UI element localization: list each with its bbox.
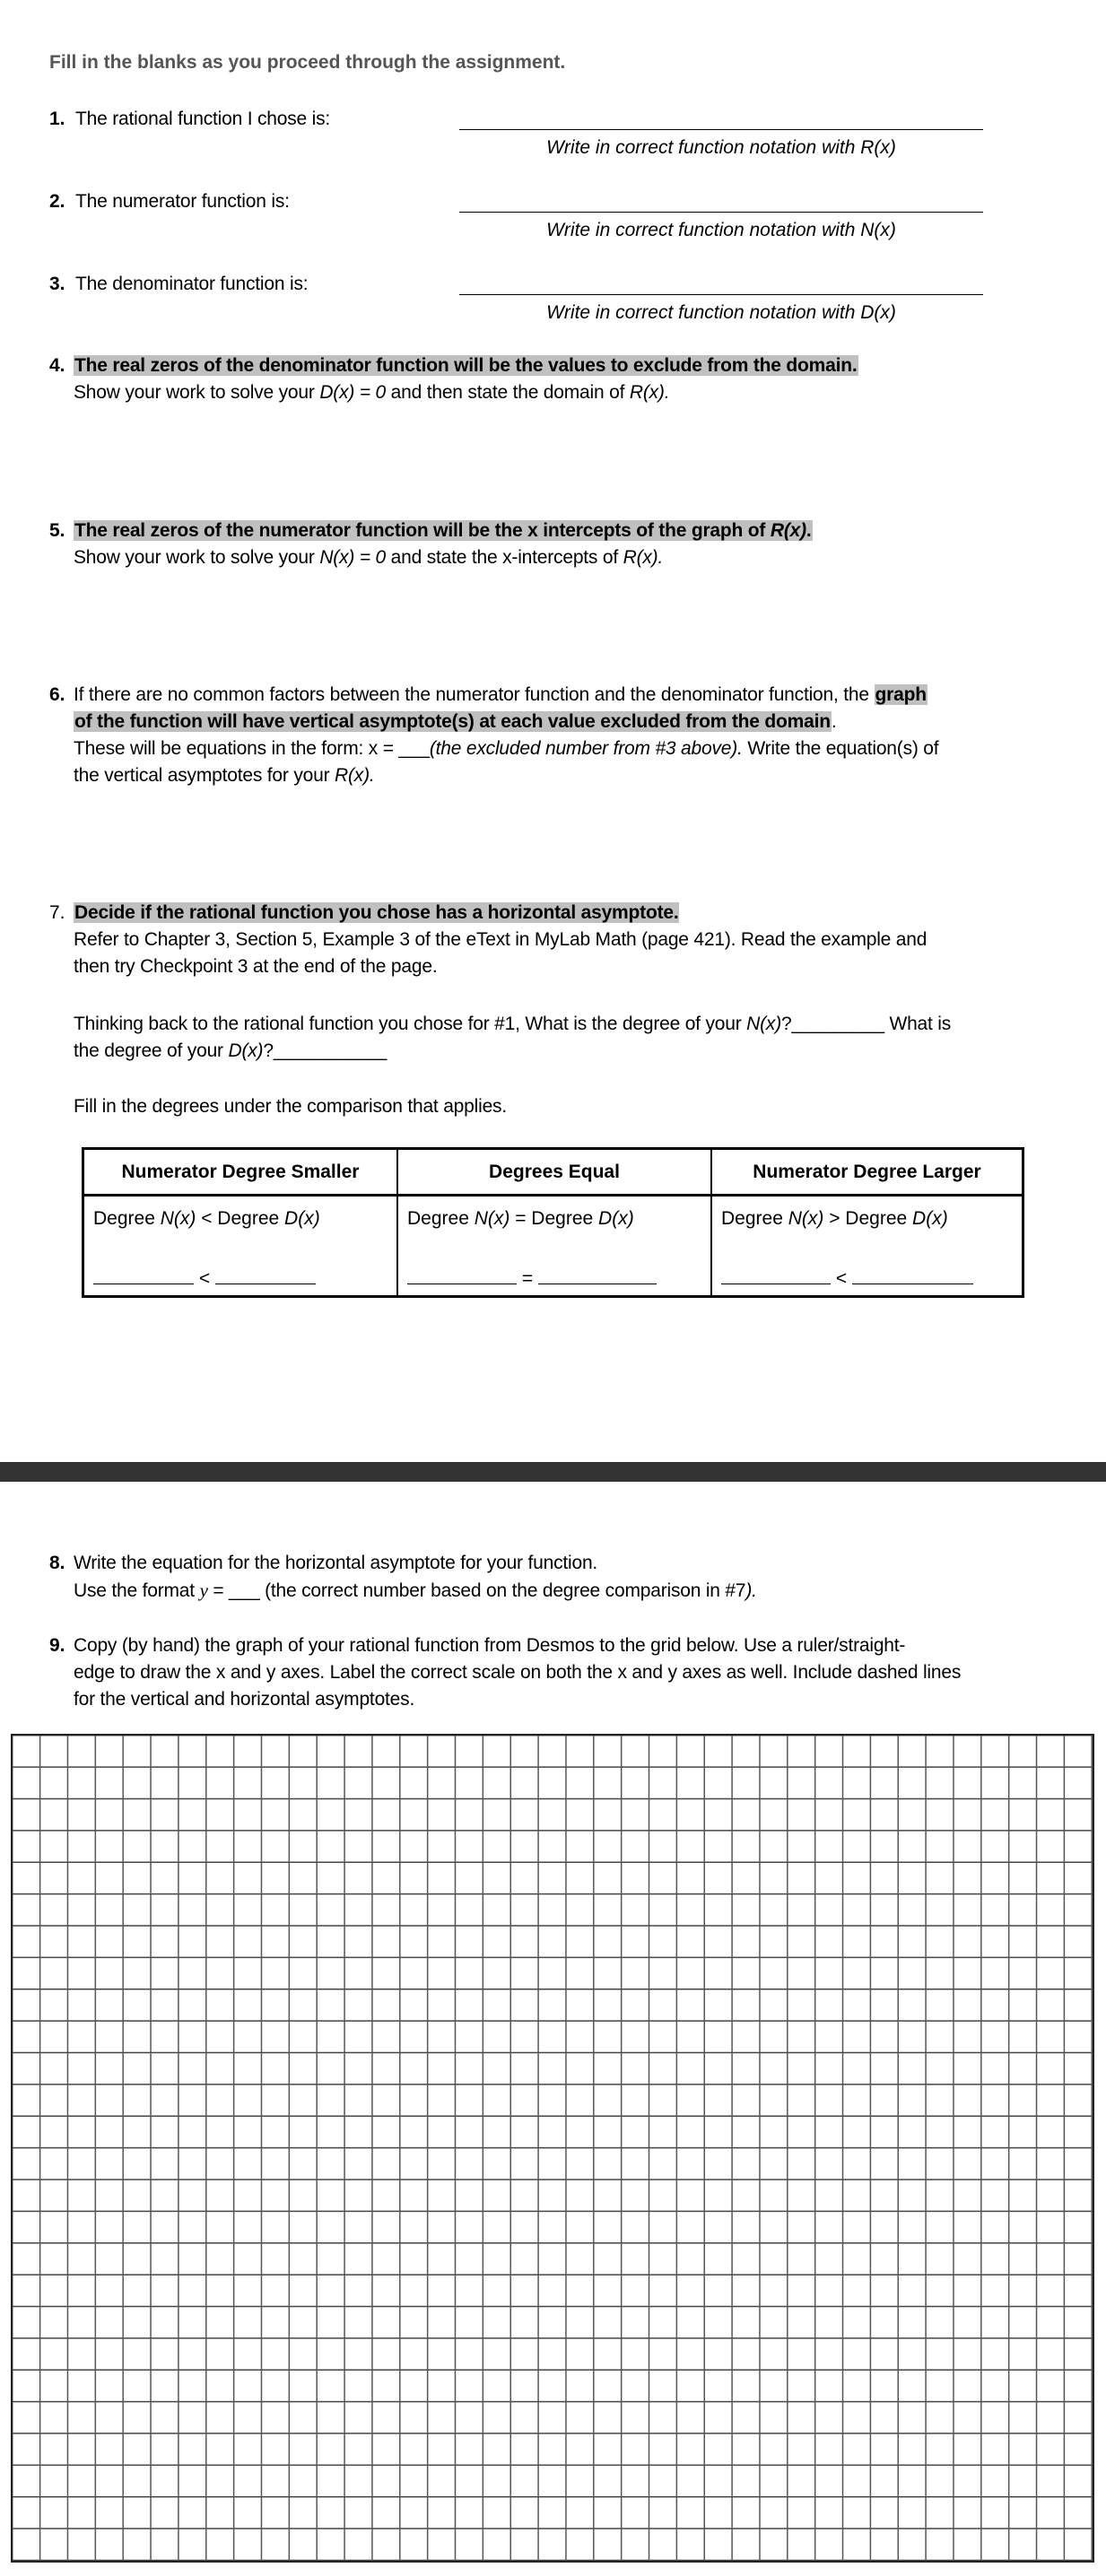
- item-number: 4.: [49, 355, 65, 376]
- item-number: 6.: [49, 684, 65, 705]
- item-number: 2.: [49, 191, 65, 212]
- table-cell-equal: [398, 1197, 712, 1295]
- denominator-degree-blank[interactable]: [852, 1267, 973, 1284]
- degree-comparison-table: [82, 1147, 1024, 1298]
- item-text-line-1: Write the equation for the horizontal asymptote for your function.: [74, 1553, 598, 1573]
- answer-blank-denominator-function[interactable]: [459, 294, 983, 295]
- highlighted-statement: The real zeros of the denominator function will be the values to exclude from the domain.: [74, 355, 858, 376]
- item-number: 3.: [49, 274, 65, 294]
- instruction-line: Show your work to solve your N(x) = 0 and state the x-intercepts of R(x).: [74, 547, 664, 568]
- item-text-line-3: for the vertical and horizontal asymptotes.: [74, 1689, 415, 1710]
- highlighted-statement: Decide if the rational function you chose has a horizontal asymptote.: [74, 902, 679, 923]
- comparison-operator: =: [521, 1268, 534, 1289]
- reference-line-1: Refer to Chapter 3, Section 5, Example 3 of the eText in MyLab Math (page 421). Read the example and: [74, 929, 927, 950]
- table-cell-smaller: [84, 1197, 398, 1295]
- degree-question-line-2: the degree of your D(x)?___________: [74, 1040, 388, 1061]
- item-number: 1.: [49, 109, 65, 129]
- denominator-degree-blank[interactable]: ?___________: [263, 1040, 388, 1061]
- instruction-line: Show your work to solve your D(x) = 0 and then state the domain of R(x).: [74, 382, 670, 403]
- page-break-divider: [0, 1462, 1106, 1482]
- numerator-degree-blank[interactable]: [93, 1267, 194, 1284]
- relation-text: Degree N(x) < Degree D(x): [93, 1208, 320, 1229]
- relation-text: Degree N(x) > Degree D(x): [721, 1208, 948, 1229]
- table-header-smaller: Numerator Degree Smaller: [84, 1150, 398, 1197]
- numerator-degree-blank[interactable]: ?_________ What is: [781, 1014, 952, 1034]
- item-number: 5.: [49, 520, 65, 541]
- item-text-line-1: Copy (by hand) the graph of your rational function from Desmos to the grid below. Use a ruler/straight-: [74, 1635, 906, 1656]
- denominator-degree-blank[interactable]: [538, 1267, 657, 1284]
- item-text-line-1: If there are no common factors between the numerator function and the denominator function, the graph: [74, 684, 927, 705]
- hint-text: Write in correct function notation with N(x): [546, 220, 896, 240]
- denominator-degree-blank[interactable]: [215, 1267, 316, 1284]
- table-header-larger: Numerator Degree Larger: [712, 1150, 1022, 1197]
- hint-text: Write in correct function notation with R(x): [546, 137, 896, 158]
- answer-blank-rational-function[interactable]: [459, 129, 983, 130]
- item-text-line-2: of the function will have vertical asymptote(s) at each value excluded from the domain.: [74, 711, 837, 732]
- numerator-degree-blank[interactable]: [407, 1267, 517, 1284]
- graph-paper-grid[interactable]: [11, 1734, 1094, 2563]
- numerator-degree-blank[interactable]: [721, 1267, 831, 1284]
- item-label: The denominator function is:: [75, 274, 309, 294]
- hint-text: Write in correct function notation with D(x): [546, 302, 896, 323]
- item-text-line-2: Use the format y = ___ (the correct number based on the degree comparison in #7).: [74, 1580, 757, 1601]
- item-text-line-2: edge to draw the x and y axes. Label the correct scale on both the x and y axes as well. Include dashed lines: [74, 1662, 962, 1683]
- item-text-line-4: the vertical asymptotes for your R(x).: [74, 765, 375, 786]
- table-cell-larger: [712, 1197, 1022, 1295]
- table-header-equal: Degrees Equal: [398, 1150, 712, 1197]
- instructions-title: Fill in the blanks as you proceed through the assignment.: [49, 52, 566, 73]
- item-number: 8.: [49, 1553, 65, 1573]
- comparison-operator: <: [835, 1268, 848, 1289]
- item-number: 7.: [49, 902, 65, 923]
- reference-line-2: then try Checkpoint 3 at the end of the page.: [74, 956, 438, 977]
- item-label: The rational function I chose is:: [75, 109, 331, 129]
- item-number: 9.: [49, 1635, 65, 1656]
- highlighted-statement: The real zeros of the numerator function will be the x intercepts of the graph of R(x).: [74, 520, 812, 541]
- answer-blank-numerator-function[interactable]: [459, 212, 983, 213]
- item-text-line-3: These will be equations in the form: x = ___(the excluded number from #3 above). Write the equation(s) of: [74, 738, 939, 759]
- degree-question-line-1: Thinking back to the rational function you chose for #1, What is the degree of your N(x)?_________ What is: [74, 1014, 952, 1034]
- comparison-operator: <: [198, 1268, 211, 1289]
- item-label: The numerator function is:: [75, 191, 290, 212]
- relation-text: Degree N(x) = Degree D(x): [407, 1208, 634, 1229]
- fill-in-instruction: Fill in the degrees under the comparison that applies.: [74, 1096, 507, 1117]
